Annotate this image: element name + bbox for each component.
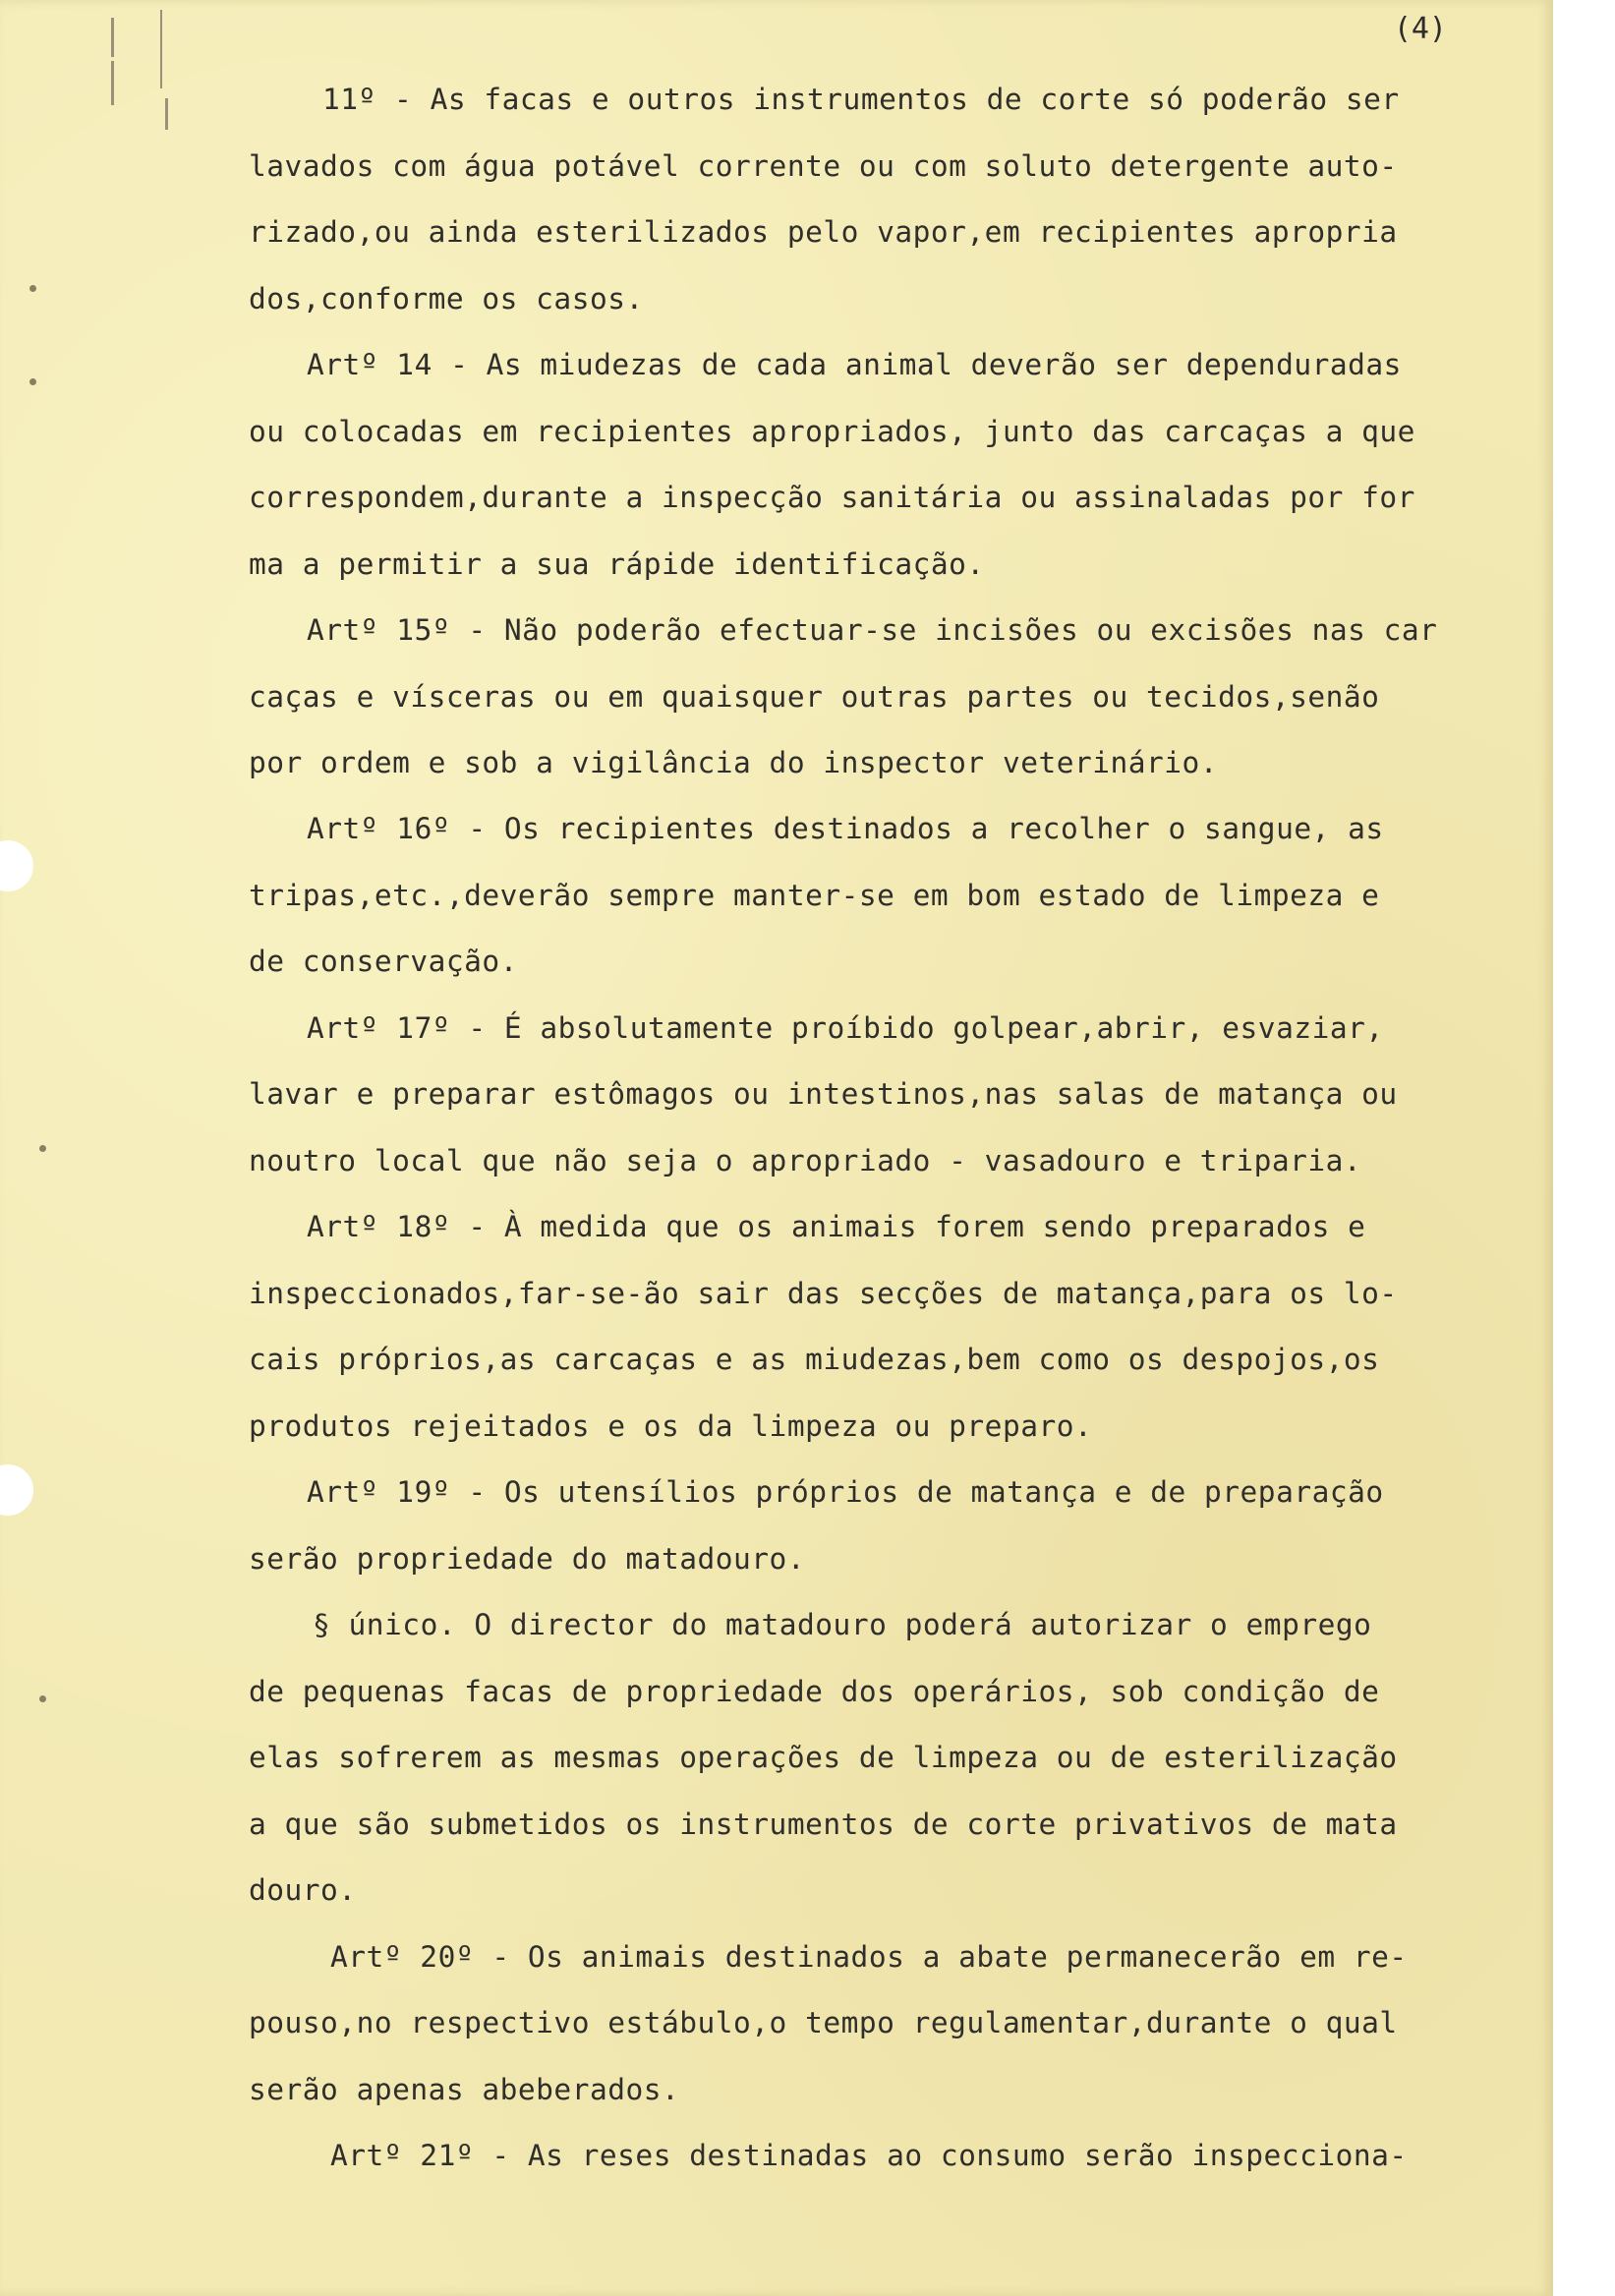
text-line-5: Artº 14 - As miudezas de cada animal deverão ser dependuradas bbox=[307, 348, 1402, 381]
margin-mark bbox=[165, 98, 168, 130]
text-line-15: Artº 17º - É absolutamente proíbido golpear,abrir, esvaziar, bbox=[307, 1011, 1384, 1045]
text-line-10: caças e vísceras ou em quaisquer outras partes ou tecidos,senão bbox=[249, 680, 1380, 714]
text-line-27: a que são submetidos os instrumentos de corte privativos de mata bbox=[249, 1808, 1398, 1841]
text-line-28: douro. bbox=[249, 1873, 357, 1907]
text-line-16: lavar e preparar estômagos ou intestinos,nas salas de matança ou bbox=[249, 1077, 1398, 1111]
text-line-17: noutro local que não seja o apropriado - vasadouro e triparia. bbox=[249, 1144, 1362, 1177]
text-line-1: 11º - As facas e outros instrumentos de corte só poderão ser bbox=[322, 83, 1400, 116]
text-line-23: serão propriedade do matadouro. bbox=[249, 1542, 806, 1576]
text-line-19: inspeccionados,far-se-ão sair das secções de matança,para os lo- bbox=[249, 1277, 1398, 1310]
text-line-12: Artº 16º - Os recipientes destinados a recolher o sangue, as bbox=[307, 812, 1384, 845]
text-line-20: cais próprios,as carcaças e as miudezas,bem como os despojos,os bbox=[249, 1343, 1380, 1376]
margin-mark bbox=[160, 10, 162, 88]
margin-mark bbox=[111, 61, 114, 105]
text-line-14: de conservação. bbox=[249, 945, 518, 978]
punch-hole bbox=[0, 1464, 33, 1516]
text-line-24: § único. O director do matadouro poderá autorizar o emprego bbox=[313, 1608, 1372, 1641]
margin-mark bbox=[111, 18, 114, 57]
text-line-6: ou colocadas em recipientes apropriados, junto das carcaças a que bbox=[249, 415, 1415, 448]
text-line-13: tripas,etc.,deverão sempre manter-se em bom estado de limpeza e bbox=[249, 879, 1380, 912]
paper-speck bbox=[39, 1145, 46, 1152]
text-line-8: ma a permitir a sua rápide identificação. bbox=[249, 547, 985, 581]
text-line-25: de pequenas facas de propriedade dos operários, sob condição de bbox=[249, 1675, 1380, 1708]
text-line-2: lavados com água potável corrente ou com soluto detergente auto- bbox=[249, 149, 1398, 183]
paper-speck bbox=[29, 378, 36, 385]
text-line-31: serão apenas abeberados. bbox=[249, 2073, 680, 2106]
text-line-18: Artº 18º - À medida que os animais forem sendo preparados e bbox=[307, 1210, 1366, 1243]
paper-speck bbox=[29, 285, 36, 292]
paper-speck bbox=[39, 1695, 46, 1702]
page-number: (4) bbox=[1393, 12, 1447, 46]
text-line-3: rizado,ou ainda esterilizados pelo vapor,em recipientes apropria bbox=[249, 215, 1398, 249]
text-line-7: correspondem,durante a inspecção sanitária ou assinaladas por for bbox=[249, 481, 1415, 514]
text-line-4: dos,conforme os casos. bbox=[249, 282, 644, 316]
text-line-11: por ordem e sob a vigilância do inspector veterinário. bbox=[249, 746, 1219, 779]
text-line-9: Artº 15º - Não poderão efectuar-se incisões ou excisões nas car bbox=[307, 613, 1438, 647]
text-line-32: Artº 21º - As reses destinadas ao consumo serão inspecciona- bbox=[330, 2139, 1408, 2172]
punch-hole bbox=[0, 840, 33, 891]
text-line-22: Artº 19º - Os utensílios próprios de matança e de preparação bbox=[307, 1475, 1384, 1509]
text-line-30: pouso,no respectivo estábulo,o tempo regulamentar,durante o qual bbox=[249, 2006, 1398, 2039]
text-line-26: elas sofrerem as mesmas operações de limpeza ou de esterilização bbox=[249, 1741, 1398, 1774]
text-line-21: produtos rejeitados e os da limpeza ou preparo. bbox=[249, 1409, 1093, 1443]
text-line-29: Artº 20º - Os animais destinados a abate permanecerão em re- bbox=[330, 1940, 1408, 1974]
